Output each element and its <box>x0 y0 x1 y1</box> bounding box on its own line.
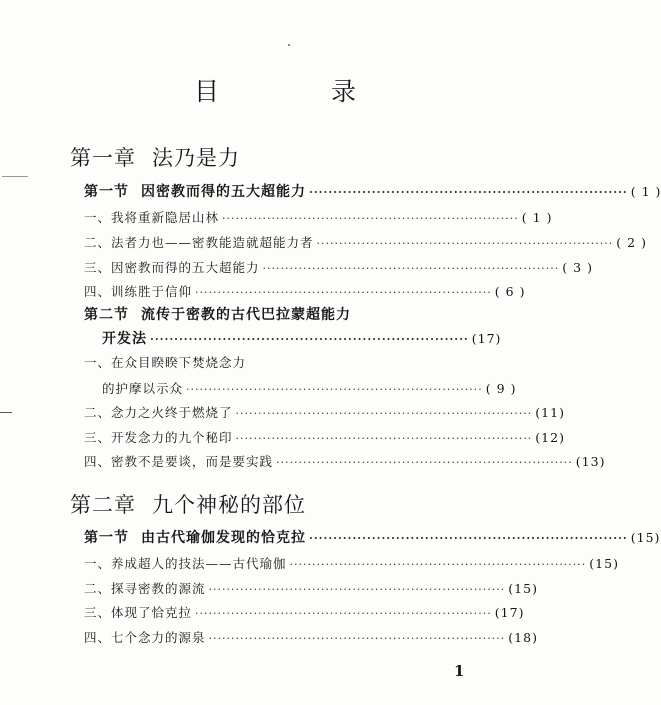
page-ref: (15) <box>508 581 538 596</box>
toc-item-row <box>84 257 593 279</box>
toc-item-row <box>84 451 606 473</box>
item-title: 二、念力之火终于燃烧了 <box>84 405 233 420</box>
dot-leader: ·································································· <box>208 632 506 645</box>
chapter-label: 第二章 <box>70 493 136 517</box>
dot-leader: ·································································· <box>309 532 628 545</box>
page-number: 1 <box>454 662 465 680</box>
page-ref: ( 1 ) <box>521 210 553 225</box>
section-label: 第二节 <box>84 307 129 323</box>
item-title: 一、我将重新隐居山林 <box>84 210 220 225</box>
toc-section-row <box>84 527 661 549</box>
dot-leader: ·································································· <box>276 456 573 469</box>
page-ref: (17) <box>471 331 502 346</box>
page-ref: (18) <box>508 630 538 645</box>
chapter-heading <box>70 142 240 172</box>
scan-mark <box>0 412 12 413</box>
dot-leader: ·································································· <box>195 607 492 620</box>
dot-leader: ·································································· <box>309 186 628 199</box>
dot-leader: ·································································· <box>316 237 614 250</box>
section-label: 第一节 <box>84 184 129 200</box>
toc-section-continuation <box>102 328 502 350</box>
page-ref: ( 6 ) <box>494 284 526 299</box>
page-ref: (12) <box>535 430 565 445</box>
item-title: 二、探寻密教的源流 <box>84 581 206 596</box>
item-title: 一、养成超人的技法——古代瑜伽 <box>84 556 287 571</box>
dot-leader: ·································································· <box>186 383 483 396</box>
dot-leader: ·································································· <box>289 558 587 571</box>
toc-item-row <box>84 402 565 424</box>
section-title-continued: 开发法 <box>102 331 147 347</box>
page-ref: (13) <box>575 454 606 469</box>
item-title: 三、因密教而得的五大超能力 <box>84 260 260 275</box>
toc-item-row <box>84 602 525 624</box>
page-ref: (17) <box>494 605 525 620</box>
item-title: 三、开发念力的九个秘印 <box>84 430 233 445</box>
dot-leader: ·································································· <box>235 407 533 420</box>
toc-item-row <box>84 427 565 449</box>
page-ref: ( 2 ) <box>616 235 647 250</box>
toc-item-row <box>84 281 526 303</box>
section-title: 流传于密教的古代巴拉蒙超能力 <box>141 307 351 323</box>
chapter-heading <box>70 489 306 519</box>
dot-leader: ·································································· <box>235 432 533 445</box>
chapter-title: 法乃是力 <box>152 146 240 170</box>
toc-item-row <box>84 578 538 600</box>
chapter-label: 第一章 <box>70 146 136 170</box>
toc-item-row <box>84 207 553 229</box>
dot-leader: ·································································· <box>222 212 519 225</box>
toc-item-row <box>84 232 647 254</box>
dot-leader: ·································································· <box>262 262 560 275</box>
dot-leader: ·································································· <box>208 583 506 596</box>
item-title: 一、在众目睽睽下焚烧念力 <box>84 355 247 370</box>
toc-item-continuation <box>102 378 517 400</box>
section-title: 由古代瑜伽发现的恰克拉 <box>141 530 306 546</box>
toc-section-row <box>84 304 484 326</box>
page-ref: ( 1 ) <box>630 184 661 199</box>
dot-leader: ·································································· <box>150 333 469 346</box>
scan-mark <box>288 44 290 46</box>
toc-section-row <box>84 181 661 203</box>
toc-item-row <box>84 627 538 649</box>
section-title: 因密教而得的五大超能力 <box>141 184 306 200</box>
toc-item-row <box>84 352 484 374</box>
section-label: 第一节 <box>84 530 129 546</box>
item-title: 四、七个念力的源泉 <box>84 630 206 645</box>
dot-leader: ·································································· <box>195 286 492 299</box>
item-title: 二、法者力也——密教能造就超能力者 <box>84 235 314 250</box>
chapter-title: 九个神秘的部位 <box>152 493 306 517</box>
page-ref: (15) <box>630 530 661 545</box>
page-ref: ( 9 ) <box>485 381 517 396</box>
item-title: 三、体现了恰克拉 <box>84 605 193 620</box>
page-title: 目 录 <box>194 77 408 106</box>
scan-mark <box>2 176 28 177</box>
item-title: 四、密教不是要谈，而是要实践 <box>84 454 274 469</box>
item-title-continued: 的护摩以示众 <box>102 381 184 396</box>
toc-item-row <box>84 553 619 575</box>
item-title: 四、训练胜于信仰 <box>84 284 193 299</box>
page-ref: ( 3 ) <box>562 260 593 275</box>
page-ref: (11) <box>535 405 565 420</box>
page-ref: (15) <box>589 556 619 571</box>
